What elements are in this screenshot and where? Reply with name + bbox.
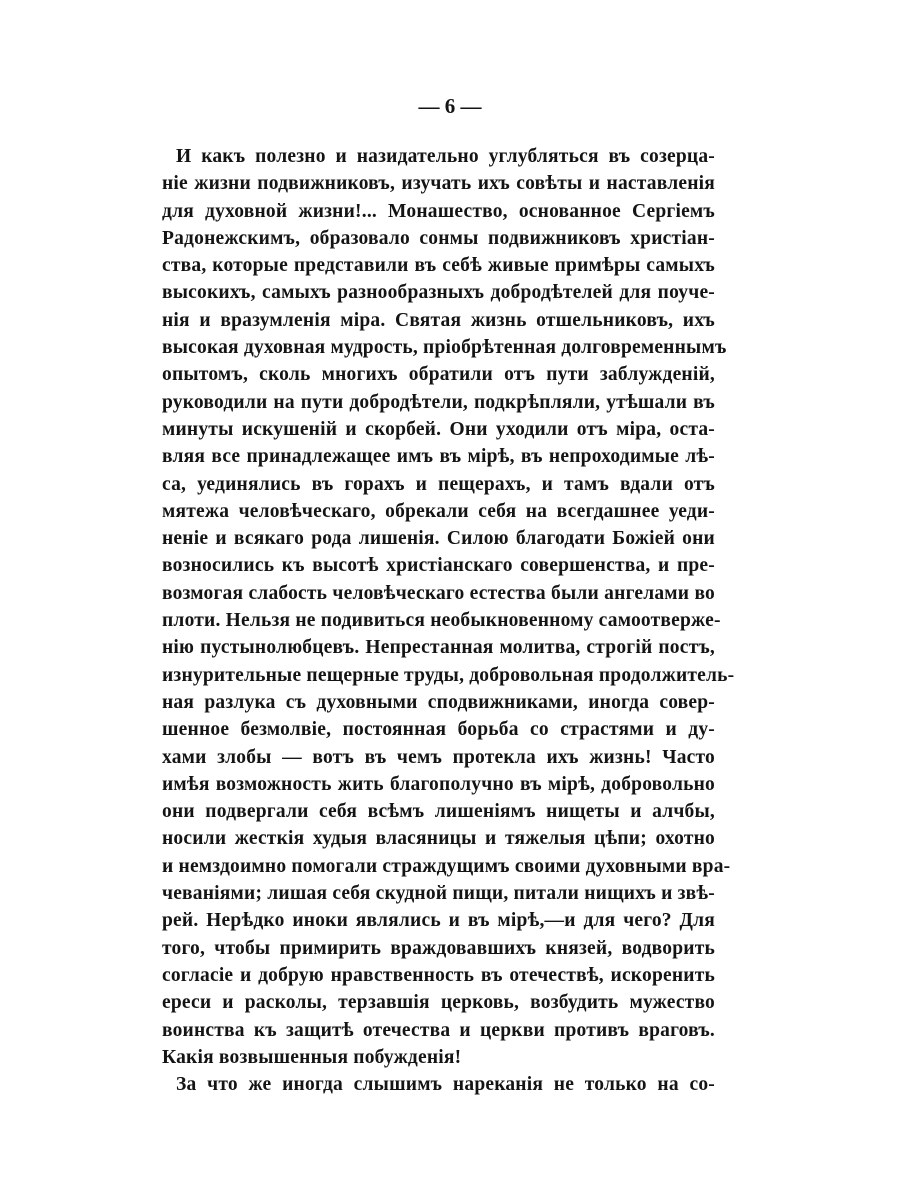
text-line: руководили на пути добродѣтели, подкрѣпляли, утѣшали въ xyxy=(162,391,715,413)
text-line: хами злобы — вотъ въ чемъ протекла ихъ жизнь! Часто xyxy=(162,746,715,768)
text-line: И какъ полезно и назидательно углубляться въ созерца- xyxy=(176,146,715,167)
text-line: плоти. Нельзя не подивиться необыкновенному самоотверже- xyxy=(162,610,721,632)
text-line: воинства къ защитѣ отечества и церкви противъ враговъ. xyxy=(162,1019,715,1041)
text-line: Какія возвышенныя побужденія! xyxy=(162,1046,462,1068)
text-line: са, уединялись въ горахъ и пещерахъ, и тамъ вдали отъ xyxy=(162,473,715,495)
text-line: изнурительные пещерные труды, добровольная продолжитель- xyxy=(162,664,735,686)
text-line: ереси и расколы, терзавшія церковь, возбудить мужество xyxy=(162,992,715,1014)
text-line: За что же иногда слышимъ нареканія не только на со- xyxy=(176,1074,715,1096)
text-line: вляя все принадлежащее имъ въ мірѣ, въ непроходимые лѣ- xyxy=(162,446,715,468)
text-line: шенное безмолвіе, постоянная борьба со страстями и ду- xyxy=(162,719,715,741)
text-line: того, чтобы примирить враждовавшихъ князей, водворить xyxy=(162,937,715,959)
page-number: — 6 — xyxy=(418,94,482,118)
text-line: мятежа человѣческаго, обрекали себя на всегдашнее уеди- xyxy=(162,500,715,522)
text-line: нію пустынолюбцевъ. Непрестанная молитва, строгій постъ, xyxy=(162,637,715,659)
text-line: ства, которые представили въ себѣ живые примѣры самыхъ xyxy=(162,255,715,277)
text-line: возносились къ высотѣ христіанскаго совершенства, и пре- xyxy=(162,555,715,577)
text-line: и немздоимно помогали страждущимъ своими духовными вра- xyxy=(162,855,731,877)
text-line: высокихъ, самыхъ разнообразныхъ добродѣтелей для поуче- xyxy=(162,282,715,304)
text-line: минуты искушеній и скорбей. Они уходили отъ міра, оста- xyxy=(162,418,715,440)
text-line: ніе жизни подвижниковъ, изучать ихъ совѣты и наставленія xyxy=(162,173,715,195)
text-line: чеваніями; лишая себя скудной пищи, питали нищихъ и звѣ- xyxy=(162,883,715,905)
body-text xyxy=(162,143,735,1098)
text-line: рей. Нерѣдко иноки являлись и въ мірѣ,—и для чего? Для xyxy=(162,910,715,932)
text-line: неніе и всякаго рода лишенія. Силою благодати Божіей они xyxy=(162,528,715,550)
text-line: ная разлука съ духовными сподвижниками, иногда совер- xyxy=(162,691,715,713)
text-line: согласіе и добрую нравственность въ отечествѣ, искоренить xyxy=(162,964,715,986)
text-line: высокая духовная мудрость, пріобрѣтенная долговременнымъ xyxy=(162,337,727,359)
text-line: нія и вразумленія міра. Святая жизнь отшельниковъ, ихъ xyxy=(162,309,715,331)
text-line: Радонежскимъ, образовало сонмы подвижниковъ христіан- xyxy=(162,227,715,249)
text-line: носили жесткія худыя власяницы и тяжелыя цѣпи; охотно xyxy=(162,828,715,850)
text-line: опытомъ, сколь многихъ обратили отъ пути заблужденій, xyxy=(162,364,715,386)
text-line: имѣя возможность жить благополучно въ мірѣ, добровольно xyxy=(162,773,715,795)
text-line: они подвергали себя всѣмъ лишеніямъ нищеты и алчбы, xyxy=(162,801,715,823)
text-line: возмогая слабость человѣческаго естества были ангелами во xyxy=(162,582,715,604)
text-line: для духовной жизни!... Монашество, основанное Сергіемъ xyxy=(162,200,715,222)
